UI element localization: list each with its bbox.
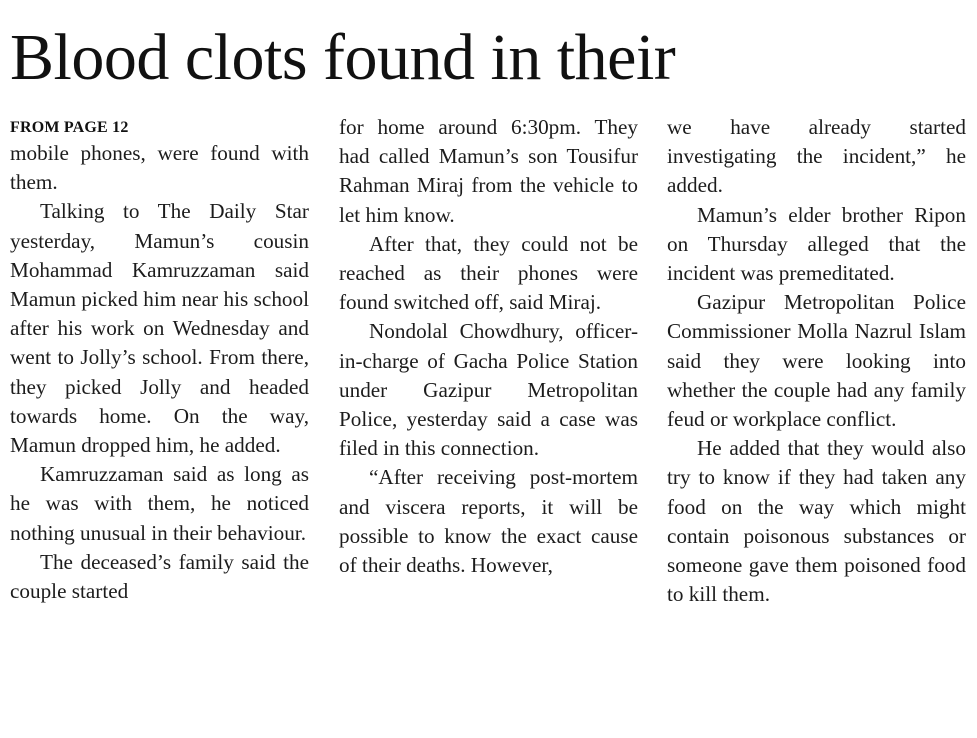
paragraph: “After receiving post-mortem and viscera reports, it will be possible to know the exact cause of their deaths. However, [339, 465, 638, 578]
paragraph: He added that they would also try to know if they had taken any food on the way which might contain poisonous substances or someone gave them poisoned food to kill them. [667, 436, 966, 607]
paragraph: After that, they could not be reached as their phones were found switched off, said Miraj. [339, 231, 638, 315]
paragraph: Mamun’s elder brother Ripon on Thursday alleged that the incident was premeditated. [667, 202, 966, 286]
paragraph: Kamruzzaman said as long as he was with them, he noticed nothing unusual in their behaviour. [10, 462, 309, 545]
article-column-2 [339, 113, 638, 580]
paragraph: Nondolal Chowdhury, officer-in-charge of Gacha Police Station under Gazipur Metropolitan Police, yesterday said a case was filed in this connection. [339, 319, 638, 461]
paragraph: for home around 6:30pm. They had called Mamun’s son Tousifur Rahman Miraj from the vehicle to let him know. [339, 115, 638, 227]
paragraph: we have already started investigating the incident,” he added. [667, 115, 966, 198]
jump-line: FROM PAGE 12 [10, 119, 129, 136]
paragraph: Gazipur Metropolitan Police Commissioner Molla Nazrul Islam said they were looking into whether the couple had any family feud or workplace conflict. [667, 290, 966, 432]
article-column-3 [667, 113, 966, 609]
paragraph: Talking to The Daily Star yesterday, Mamun’s cousin Mohammad Kamruzzaman said Mamun picked him near his school after his work on Wednesday and went to Jolly’s school. From there, they picked Jolly and headed towards home. On the way, Mamun dropped him, he added. [10, 199, 309, 458]
paragraph: The deceased’s family said the couple started [10, 549, 309, 604]
headline: Blood clots found in their [10, 21, 676, 94]
article-column-1 [10, 114, 309, 606]
paragraph: mobile phones, were found with them. [10, 141, 309, 195]
